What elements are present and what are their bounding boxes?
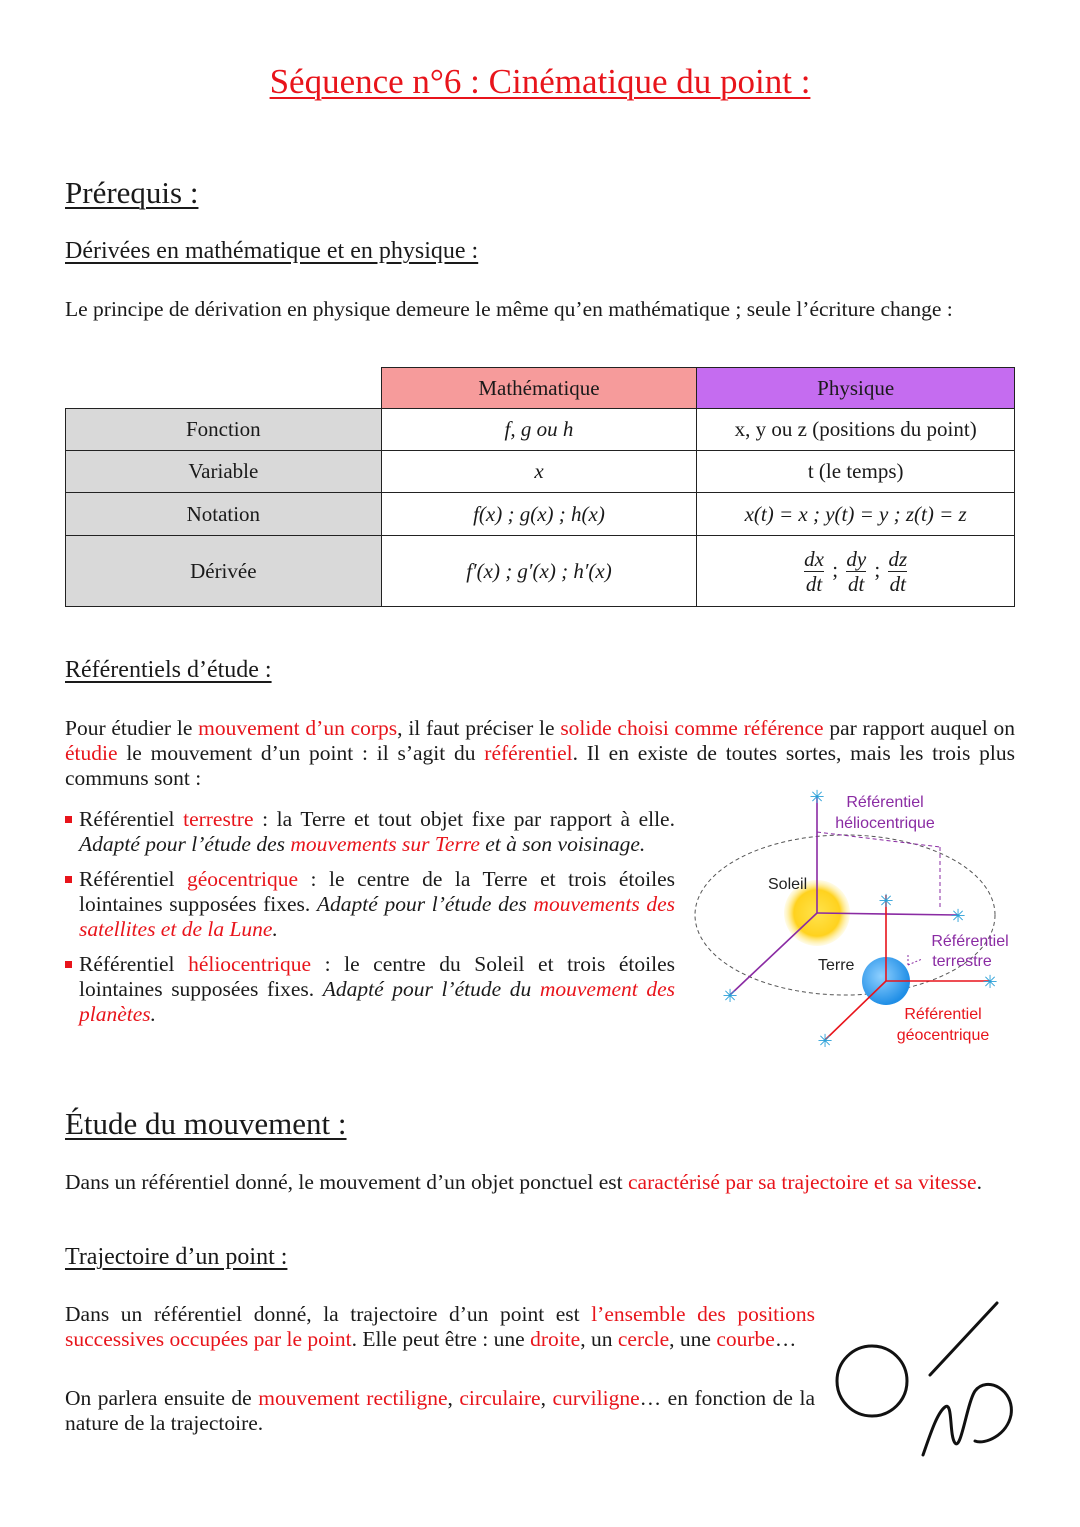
row-label: Variable xyxy=(66,451,382,493)
table-row xyxy=(66,493,1015,536)
trajectoire-paragraph-2: On parlera ensuite de mouvement rectiligne, circulaire, curviligne… en fonction de la nature de la trajectoire. xyxy=(65,1386,816,1435)
label-terr-1: Référentiel xyxy=(931,933,1009,950)
star-icon: ✳ xyxy=(817,1031,833,1052)
cell-phys: x(t) = x ; y(t) = y ; z(t) = z xyxy=(697,493,1015,536)
cell-math: x xyxy=(381,451,697,493)
cell-math: f(x) ; g(x) ; h(x) xyxy=(381,493,697,536)
trajectory-sketches xyxy=(825,1295,1025,1465)
star-icon: ✳ xyxy=(722,986,738,1007)
star-icon: ✳ xyxy=(809,787,825,808)
label-helio-1: Référentiel xyxy=(846,794,924,811)
star-icon: ✳ xyxy=(982,972,998,993)
fraction-dy: $\frac{dy}{dt}$ xyxy=(846,546,867,596)
trajectoire-paragraph-1: Dans un référentiel donné, la trajectoire d’un point est l’ensemble des positions successives occupées par le point. Elle peut être : une droite, un cercle, une courbe… xyxy=(65,1302,815,1351)
list-item-heliocentrique: Référentiel héliocentrique : le centre du Soleil et trois étoiles lointaines supposées fixes. Adapté pour l’étude du mouvement des planètes. xyxy=(65,952,675,1027)
derivees-intro: Le principe de dérivation en physique demeure le même qu’en mathématique ; seule l’écriture change : xyxy=(65,297,953,321)
page-title: Séquence n°6 : Cinématique du point : xyxy=(269,62,811,101)
referentiels-intro: Pour étudier le mouvement d’un corps, il faut préciser le solide choisi comme référence par rapport auquel on étudie le mouvement d’un point : il s’agit du référentiel. Il en existe de toutes sortes, mais les trois plus communs sont : xyxy=(65,716,1016,790)
fraction-dx: $\frac{dx}{dt}$ xyxy=(804,546,824,596)
row-label: Fonction xyxy=(66,409,382,451)
cell-phys: x, y ou z (positions du point) xyxy=(697,409,1015,451)
curve-trajectory-icon xyxy=(923,1384,1011,1455)
derivative-table xyxy=(65,367,1015,607)
line-trajectory-icon xyxy=(930,1303,997,1375)
label-geo-1: Référentiel xyxy=(904,1006,982,1023)
row-label: Notation xyxy=(66,493,382,536)
table-corner xyxy=(66,368,382,409)
table-row xyxy=(66,409,1015,451)
col-header-math: Mathématique xyxy=(381,368,697,409)
table-row xyxy=(66,536,1015,607)
label-terr-2: terrestre xyxy=(932,953,992,970)
star-icon: ✳ xyxy=(950,906,966,927)
referentiels-list xyxy=(65,807,675,1037)
cell-phys: t (le temps) xyxy=(697,451,1015,493)
label-geo-2: géocentrique xyxy=(896,1027,990,1044)
fraction-dz: $\frac{dz}{dt}$ xyxy=(888,546,908,596)
cell-math: f′(x) ; g′(x) ; h′(x) xyxy=(381,536,697,607)
row-label: Dérivée xyxy=(66,536,382,607)
col-header-phys: Physique xyxy=(697,368,1015,409)
cell-math: f, g ou h xyxy=(381,409,697,451)
label-soleil: Soleil xyxy=(768,876,808,893)
list-item-geocentrique: Référentiel géocentrique : le centre de la Terre et trois étoiles lointaines supposées fixes. Adapté pour l’étude des mouvements des satellites et de la Lune. xyxy=(65,867,675,942)
cell-phys-derivative: $\frac{dx}{dt}$ ; $\frac{dy}{dt}$ ; $\frac{dz}{dt}$ xyxy=(697,536,1015,607)
trajectoire-heading: Trajectoire d’un point : xyxy=(65,1244,288,1270)
etude-paragraph: Dans un référentiel donné, le mouvement d’un objet ponctuel est caractérisé par sa trajectoire et sa vitesse. xyxy=(65,1170,982,1194)
circle-trajectory-icon xyxy=(837,1346,907,1416)
list-item-terrestre: Référentiel terrestre : la Terre et tout objet fixe par rapport à elle. Adapté pour l’étude des mouvements sur Terre et à son voisinage. xyxy=(65,807,675,857)
prereq-heading: Prérequis : xyxy=(65,175,199,210)
label-terre: Terre xyxy=(818,957,855,974)
derivees-subheading: Dérivées en mathématique et en physique : xyxy=(65,238,479,264)
star-icon: ✳ xyxy=(878,891,894,912)
etude-heading: Étude du mouvement : xyxy=(65,1106,347,1141)
label-helio-2: héliocentrique xyxy=(835,815,935,832)
table-row xyxy=(66,451,1015,493)
referentiels-diagram xyxy=(690,785,1030,1055)
referentiels-heading: Référentiels d’étude : xyxy=(65,657,272,683)
